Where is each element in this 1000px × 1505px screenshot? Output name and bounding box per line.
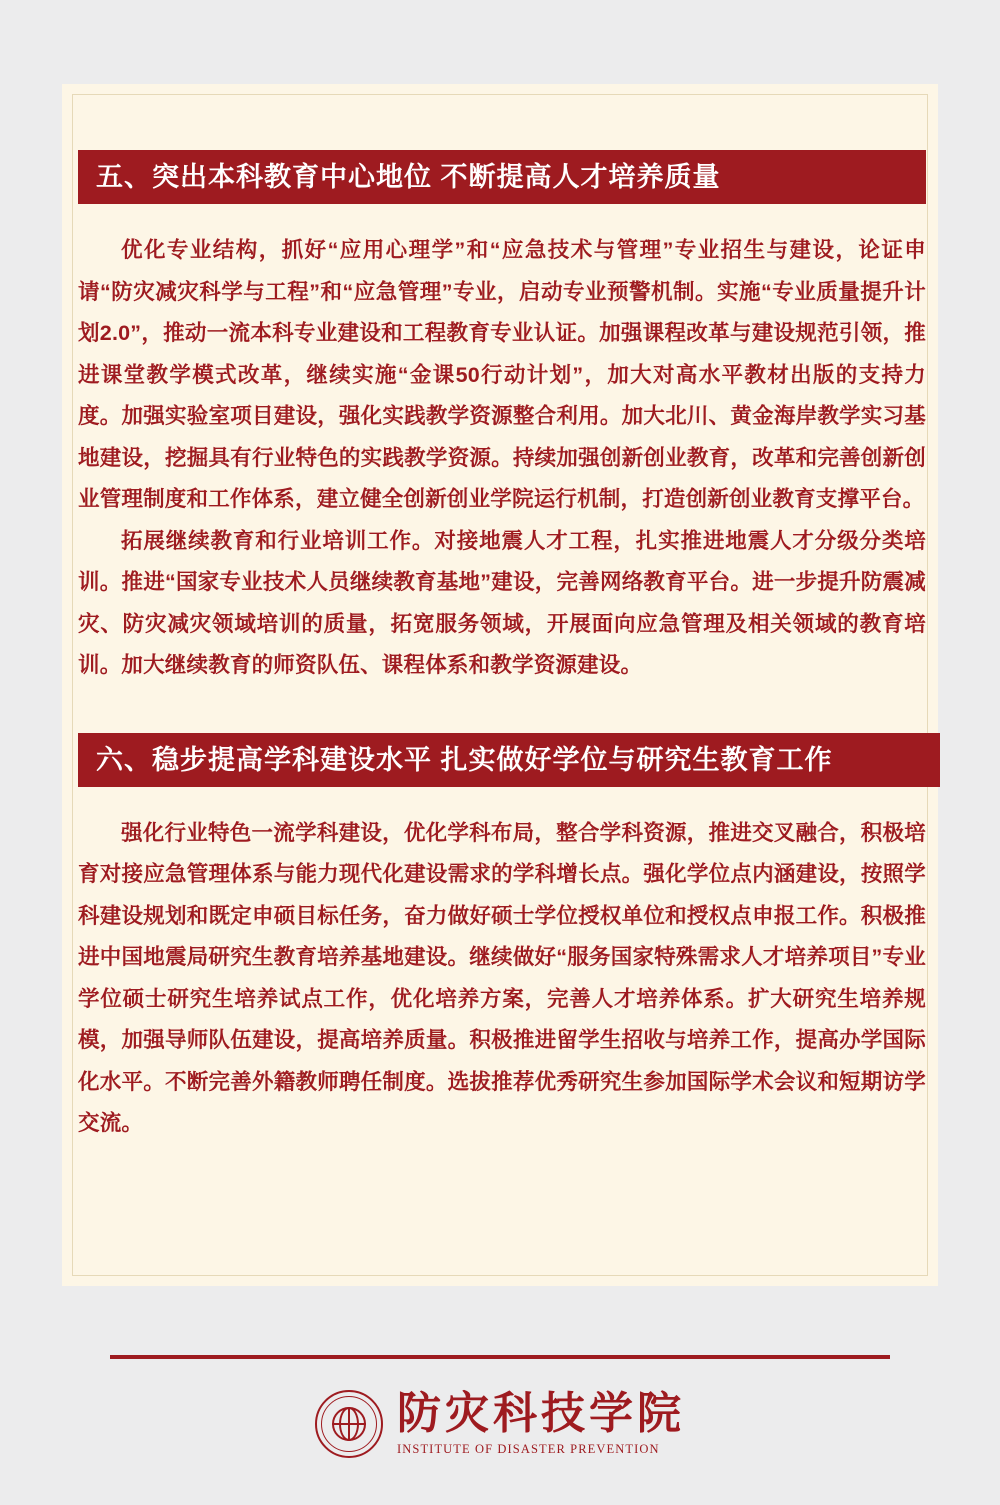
paragraph: 强化行业特色一流学科建设，优化学科布局，整合学科资源，推进交叉融合，积极培育对接应急管理体系与能力现代化建设需求的学科增长点。强化学位点内涵建设，按照学科建设规划和既定申硕目标任务，奋力做好硕士学位授权单位和授权点申报工作。积极推进中国地震局研究生教育培养基地建设。继续做好“服务国家特殊需求人才培养项目”专业学位硕士研究生培养试点工作，优化培养方案，完善人才培养体系。扩大研究生培养规模，加强导师队伍建设，提高培养质量。积极推进留学生招收与培养工作，提高办学国际化水平。不断完善外籍教师聘任制度。选拔推荐优秀研究生参加国际学术会议和短期访学交流。 <box>78 820 926 1135</box>
paragraph: 优化专业结构，抓好“应用心理学”和“应急技术与管理”专业招生与建设，论证申请“防灾减灾科学与工程”和“应急管理”专业，启动专业预警机制。实施“专业质量提升计划2.0”，推动一流本科专业建设和工程教育专业认证。加强课程改革与建设规范引领，推进课堂教学模式改革，继续实施“金课50行动计划”，加大对高水平教材出版的支持力度。加强实验室项目建设，强化实践教学资源整合利用。加大北川、黄金海岸教学实习基地建设，挖掘具有行业特色的实践教学资源。持续加强创新创业教育，改革和完善创新创业管理制度和工作体系，建立健全创新创业学院运行机制，打造创新创业教育支撑平台。 <box>78 238 926 511</box>
section-heading-six: 六、稳步提高学科建设水平 扎实做好学位与研究生教育工作 <box>78 733 940 787</box>
paragraph: 拓展继续教育和行业培训工作。对接地震人才工程，扎实推进地震人才分级分类培训。推进“国家专业技术人员继续教育基地”建设，完善网络教育平台。进一步提升防震减灾、防灾减灾领域培训的质量，拓宽服务领域，开展面向应急管理及相关领域的教育培训。加大继续教育的师资队伍、课程体系和教学资源建设。 <box>78 528 926 677</box>
footer-logo <box>0 1390 1000 1458</box>
globe-seal-icon <box>315 1390 383 1458</box>
logo-text <box>397 1389 685 1457</box>
footer-divider <box>110 1355 890 1359</box>
section-six-wrapper <box>78 733 928 1145</box>
logo-name-cn: 防灾科技学院 <box>397 1389 685 1439</box>
globe-arc-icon <box>339 1407 359 1441</box>
document-content <box>78 150 928 1145</box>
section-five-body <box>78 230 926 687</box>
section-heading-five: 五、突出本科教育中心地位 不断提高人才培养质量 <box>78 150 926 204</box>
logo-name-en: INSTITUTE OF DISASTER PREVENTION <box>397 1442 660 1457</box>
section-six-body <box>78 813 926 1145</box>
